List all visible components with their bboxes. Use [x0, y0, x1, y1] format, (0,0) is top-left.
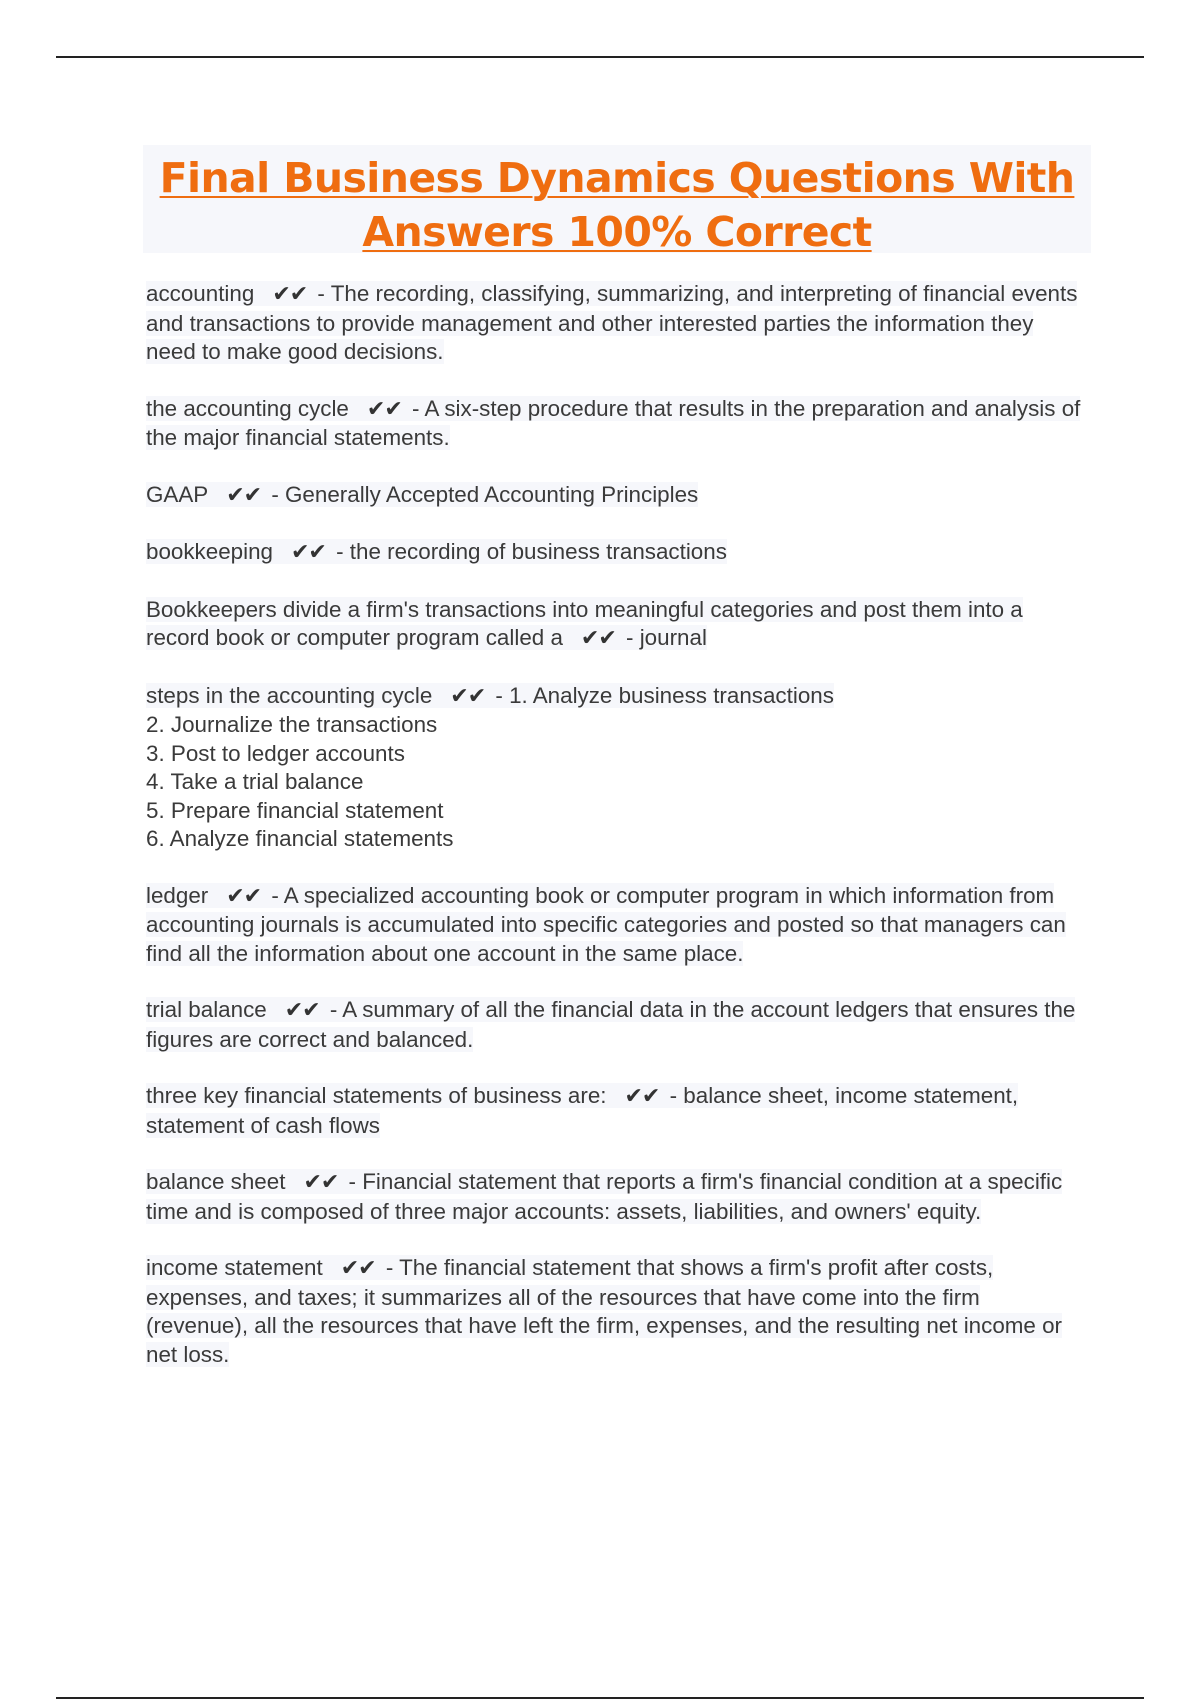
step-line: 5. Prepare financial statement [146, 797, 444, 823]
question-term: trial balance [146, 997, 267, 1022]
top-rule [56, 56, 1144, 58]
double-check-icon: ✔✔ [291, 540, 326, 565]
title-block [143, 145, 1091, 256]
answer-text: - balance sheet, income statement, statement of cash flows [146, 1083, 1019, 1138]
question-term: Bookkeepers divide a firm's transactions into meaningful categories and post them into a record book or computer program called a [146, 596, 1023, 650]
double-check-icon: ✔✔ [226, 482, 262, 508]
qa-entry [146, 280, 1086, 367]
double-check-icon: ✔✔ [450, 683, 486, 709]
qa-entry [146, 481, 1086, 511]
answer-text: - Generally Accepted Accounting Principles [271, 481, 699, 507]
qa-list [146, 280, 1086, 1397]
question-term: steps in the accounting cycle [146, 682, 433, 708]
qa-entry [146, 682, 1086, 854]
page-title: Final Business Dynamics Questions With Answers 100% Correct [159, 154, 1075, 256]
answer-text: - Financial statement that reports a firm's financial condition at a specific time and is composed of three major accounts: assets, liabilities, and owners' equity. [146, 1169, 1063, 1224]
double-check-icon: ✔✔ [272, 282, 308, 307]
double-check-icon: ✔✔ [580, 626, 616, 651]
qa-entry [146, 1168, 1086, 1226]
answer-text: - A summary of all the financial data in the account ledgers that ensures the figures are correct and balanced. [146, 997, 1076, 1052]
answer-text: - the recording of business transactions [336, 539, 727, 564]
answer-text: - journal [626, 625, 707, 650]
double-check-icon: ✔✔ [284, 998, 320, 1023]
double-check-icon: ✔✔ [303, 1170, 339, 1195]
qa-entry [146, 538, 1086, 568]
double-check-icon: ✔✔ [340, 1256, 376, 1281]
qa-entry [146, 1082, 1086, 1140]
double-check-icon: ✔✔ [624, 1084, 660, 1109]
question-term: balance sheet [146, 1169, 286, 1194]
question-term: income statement [146, 1255, 323, 1280]
step-line: 6. Analyze financial statements [146, 826, 454, 851]
qa-entry [146, 395, 1086, 453]
qa-entry [146, 596, 1086, 654]
double-check-icon: ✔✔ [366, 396, 402, 422]
question-term: GAAP [146, 481, 209, 507]
question-term: accounting [146, 281, 255, 306]
step-line: 2. Journalize the transactions [146, 712, 438, 737]
qa-entry [146, 996, 1086, 1054]
qa-entry [146, 882, 1086, 969]
step-line: 4. Take a trial balance [146, 769, 364, 794]
answer-text: - The financial statement that shows a firm's profit after costs, expenses, and taxes; it summarizes all of the resources that have come into the firm (revenue), all the resources that have left the firm, expenses, and the resulting net income or net loss. [146, 1255, 1063, 1367]
qa-entry [146, 1254, 1086, 1369]
answer-text: - A six-step procedure that results in the preparation and analysis of the major financial statements. [146, 395, 1081, 450]
question-term: bookkeeping [146, 539, 273, 564]
answer-text: - The recording, classifying, summarizing, and interpreting of financial events and transactions to provide management and other interested parties the information they need to make good decisions. [146, 281, 1078, 364]
question-term: ledger [146, 882, 209, 908]
step-line: 3. Post to ledger accounts [146, 740, 405, 766]
question-term: the accounting cycle [146, 395, 349, 421]
answer-text: - A specialized accounting book or computer program in which information from accounting journals is accumulated into specific categories and posted so that managers can find all the information about one account in the same place. [146, 882, 1066, 966]
bottom-rule [56, 1697, 1144, 1699]
answer-text: - 1. Analyze business transactions [495, 682, 834, 708]
double-check-icon: ✔✔ [226, 883, 262, 909]
question-term: three key financial statements of business are: [146, 1083, 607, 1108]
